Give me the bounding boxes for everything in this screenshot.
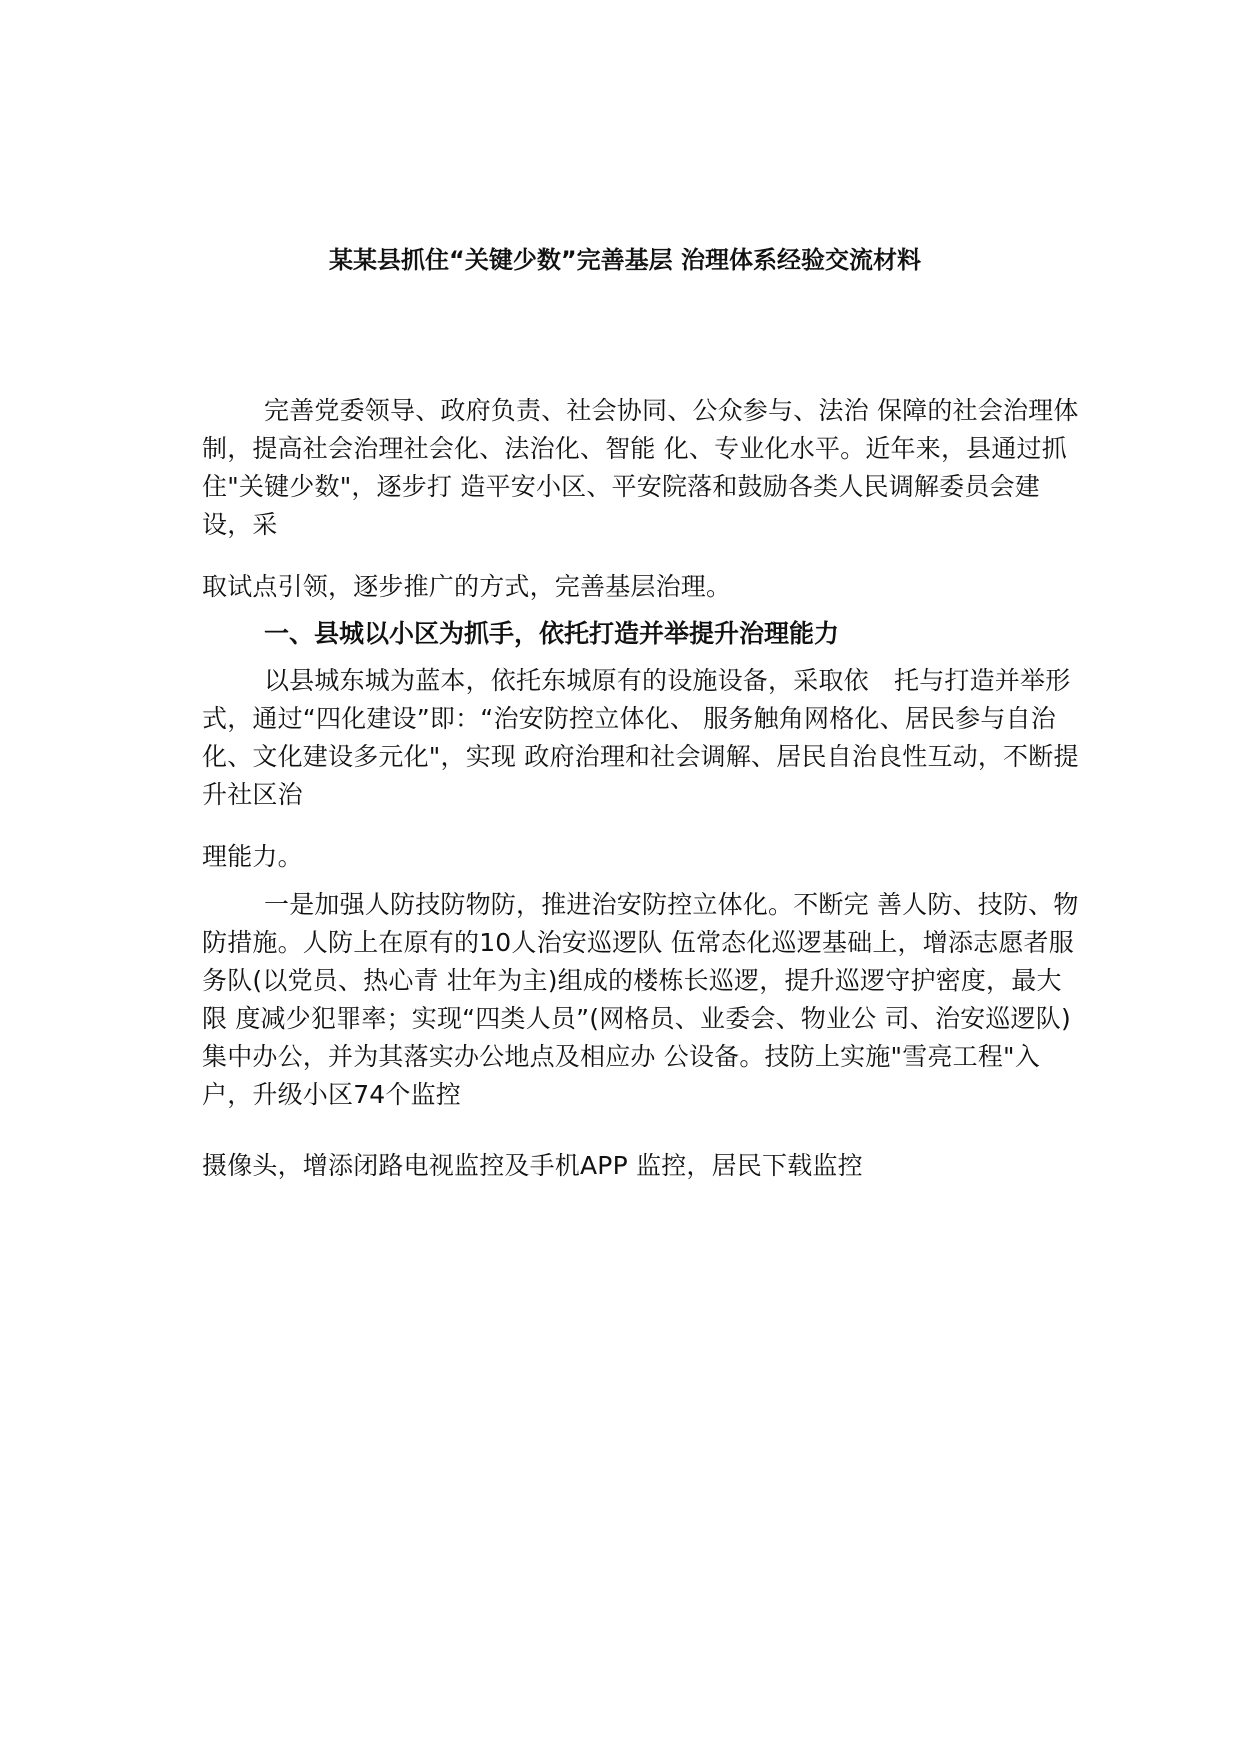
paragraph-intro-continued: 取试点引领，逐步推广的方式，完善基层治理。 <box>202 572 732 601</box>
paragraph-section-1: 以县城东城为蓝本，依托东城原有的设施设备，采取依 托与打造并举形式，通过“四化建设”即：“治安防控立体化、 服务触角网格化、居民参与自治化、文化建设多元化"，实现 政府治理和社会调解、居民自治良性互动，不断提升社区治 <box>202 666 1079 809</box>
paragraph-security: 一是加强人防技防物防，推进治安防控立体化。不断完 善人防、技防、物防措施。人防上在原有的10人治安巡逻队 伍常态化巡逻基础上，增添志愿者服务队(以党员、热心青 壮年为主)组成的楼栋长巡逻，提升巡逻守护密度，最大限 度减少犯罪率；实现“四类人员”(网格员、业委会、物业公 司、治安巡逻队)集中办公，并为其落实办公地点及相应办 公设备。技防上实施"雪亮工程"入户，升级小区74个监控 <box>202 890 1079 1109</box>
paragraph-intro: 完善党委领导、政府负责、社会协同、公众参与、法治 保障的社会治理体制，提高社会治理社会化、法治化、智能 化、专业化水平。近年来，县通过抓住"关键少数"，逐步打 造平安小区、平安院落和鼓励各类人民调解委员会建设，采 <box>202 396 1079 539</box>
document-title: 某某县抓住“关键少数”完善基层 治理体系经验交流材料 <box>329 246 921 274</box>
section-heading-1: 一、县城以小区为抓手，依托打造并举提升治理能力 <box>264 619 840 648</box>
paragraph-security-continued: 摄像头，增添闭路电视监控及手机APP 监控，居民下载监控 <box>202 1151 863 1180</box>
paragraph-section-1-continued: 理能力。 <box>202 842 303 871</box>
